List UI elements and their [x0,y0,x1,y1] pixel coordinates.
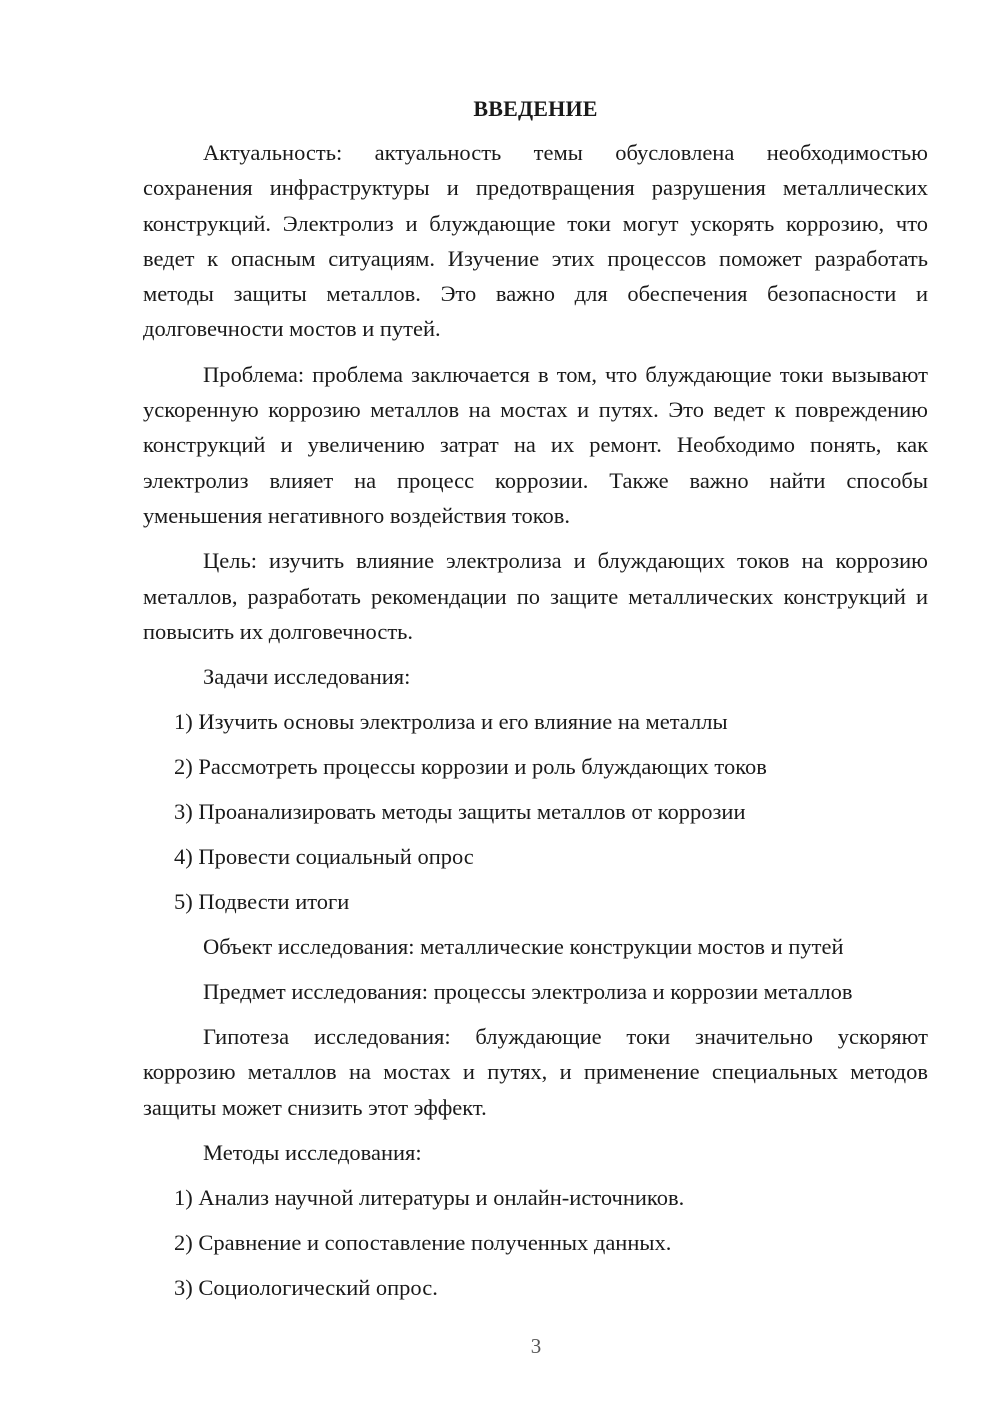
object-line: Объект исследования: металлические конструкции мостов и путей [203,934,844,960]
page-number: 3 [530,1334,542,1358]
document-page [143,93,928,1315]
relevance-paragraph: Актуальность: актуальность темы обусловлена необходимостью сохранения инфраструктуры и предотвращения разрушения металлических конструкций. Электролиз и блуждающие токи могут ускорять коррозию, что ведет к опасным ситуациям. Изучение этих процессов поможет разработать методы защиты металлов. Это важно для обеспечения безопасности и долговечности мостов и путей. [143,140,928,342]
list-item: 3) Социологический опрос. [174,1275,438,1301]
subject-line: Предмет исследования: процессы электролиза и коррозии металлов [203,979,853,1005]
list-item: 2) Сравнение и сопоставление полученных данных. [174,1230,672,1256]
hypothesis-paragraph: Гипотеза исследования: блуждающие токи значительно ускоряют коррозию металлов на мостах и путях, и применение специальных методов защиты может снизить этот эффект. [143,1024,928,1120]
list-item: 3) Проанализировать методы защиты металлов от коррозии [174,799,746,825]
list-item: 5) Подвести итоги [174,889,350,915]
list-item: 4) Провести социальный опрос [174,844,474,870]
methods-title: Методы исследования: [203,1140,422,1166]
tasks-title: Задачи исследования: [203,664,411,690]
list-item: 1) Анализ научной литературы и онлайн-источников. [174,1185,685,1211]
tasks-list [143,704,928,919]
section-heading: ВВЕДЕНИЕ [473,96,598,121]
methods-list [143,1180,928,1305]
list-item: 1) Изучить основы электролиза и его влияние на металлы [174,709,728,735]
problem-paragraph: Проблема: проблема заключается в том, что блуждающие токи вызывают ускоренную коррозию металлов на мостах и путях. Это ведет к повреждению конструкций и увеличению затрат на их ремонт. Необходимо понять, как электролиз влияет на процесс коррозии. Также важно найти способы уменьшения негативного воздействия токов. [143,361,928,528]
list-item: 2) Рассмотреть процессы коррозии и роль блуждающих токов [174,754,767,780]
goal-paragraph: Цель: изучить влияние электролиза и блуждающих токов на коррозию металлов, разработать рекомендации по защите металлических конструкций и повысить их долговечность. [143,548,928,644]
